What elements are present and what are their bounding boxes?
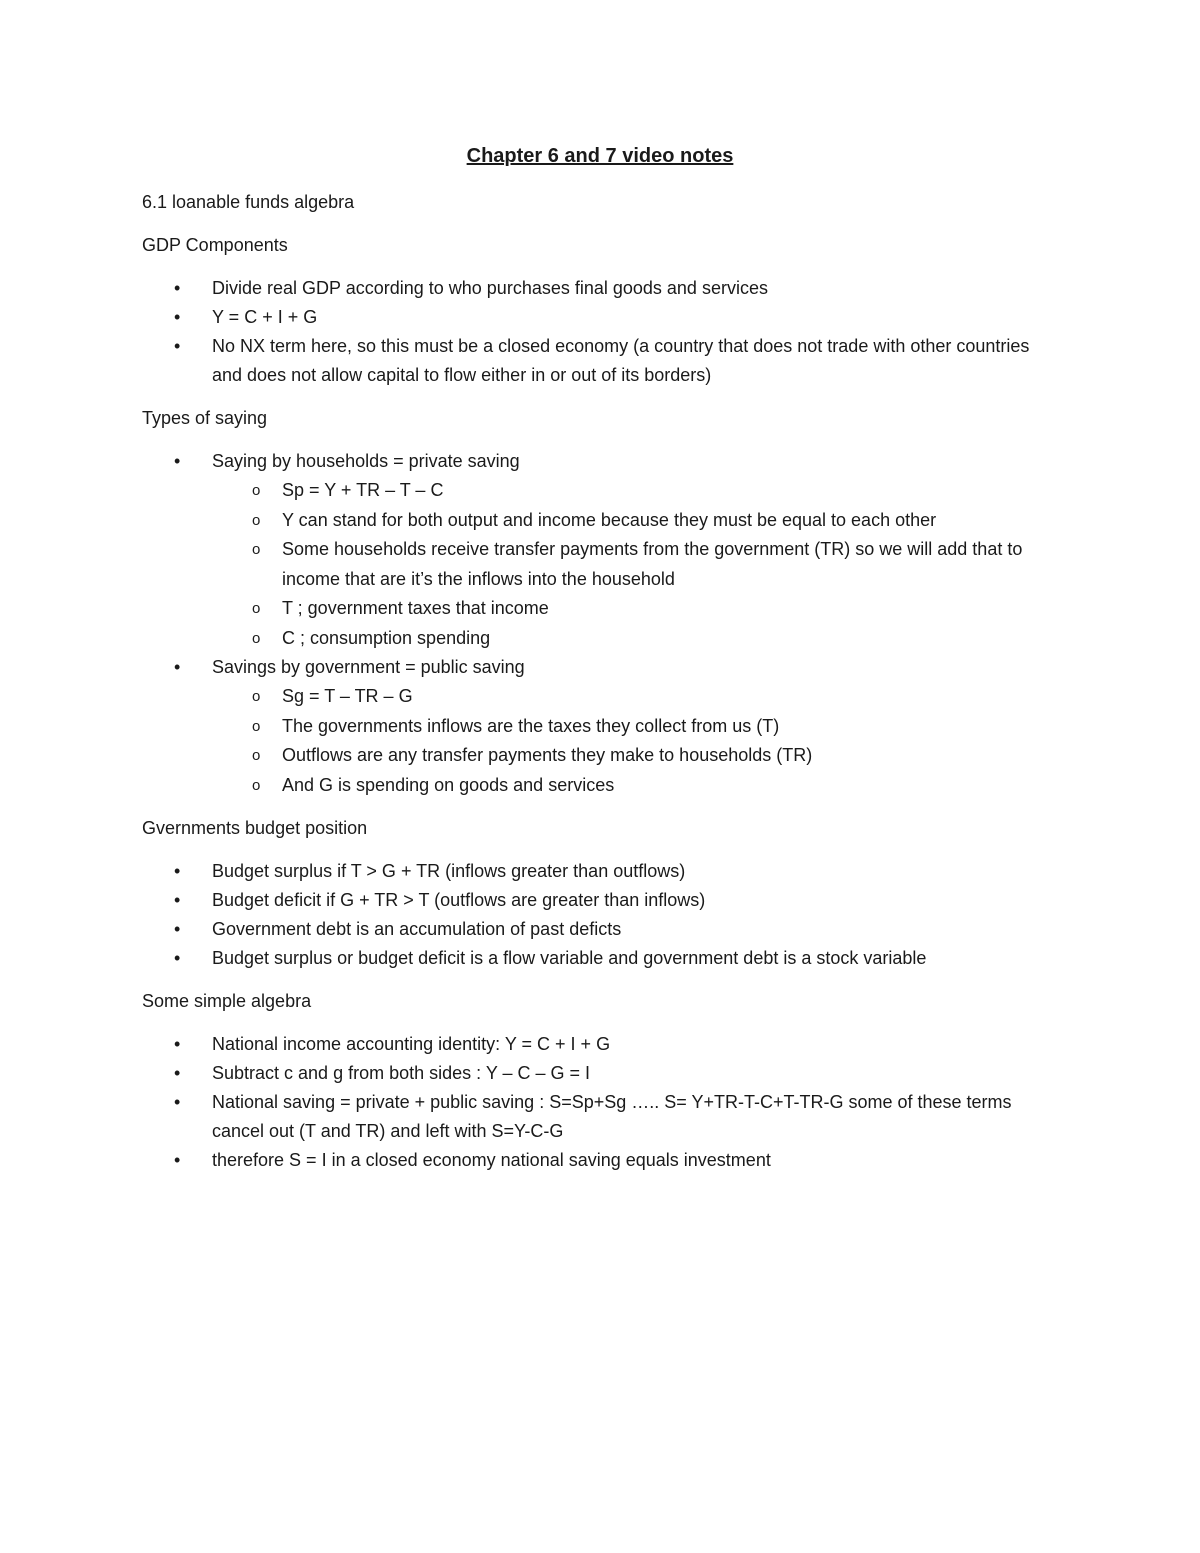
- bullet-icon: •: [174, 861, 181, 881]
- sub-list-item: [212, 741, 1062, 771]
- circle-bullet-icon: o: [252, 541, 261, 558]
- list-item: [142, 332, 1062, 390]
- bullet-icon: •: [174, 1034, 181, 1054]
- list-item: [142, 944, 1062, 973]
- section-heading: Types of saying: [142, 408, 268, 428]
- list-item-text: Savings by government = public saving: [212, 657, 525, 677]
- list-item: [142, 1059, 1062, 1088]
- list-item-text: National saving = private + public saving : S=Sp+Sg ….. S= Y+TR-T-C+T-TR-G some of these terms cancel out (T and TR) and left with S=Y-C-G: [212, 1092, 1012, 1141]
- sub-list-item: [212, 624, 1062, 654]
- list-item: [142, 653, 1062, 800]
- circle-bullet-icon: o: [252, 629, 261, 647]
- circle-bullet-icon: o: [252, 482, 261, 499]
- section-heading: GDP Components: [142, 235, 288, 255]
- list-item-text: therefore S = I in a closed economy national saving equals investment: [212, 1150, 771, 1170]
- section-heading: Some simple algebra: [142, 991, 312, 1011]
- list-item-text: National income accounting identity: Y = C + I + G: [212, 1034, 611, 1054]
- bullet-icon: •: [174, 1063, 181, 1083]
- list-item: [142, 857, 1062, 886]
- circle-bullet-icon: o: [252, 600, 261, 617]
- bullet-icon: •: [174, 451, 181, 471]
- circle-bullet-icon: o: [252, 776, 261, 794]
- list-item-text: Saying by households = private saving: [212, 451, 520, 471]
- sub-list-item-text: And G is spending on goods and services: [282, 774, 615, 795]
- subtitle: 6.1 loanable funds algebra: [142, 192, 355, 212]
- circle-bullet-icon: o: [252, 688, 261, 705]
- bullet-list: [142, 857, 1062, 973]
- sub-list-item-text: Sg = T – TR – G: [282, 686, 413, 706]
- bullet-icon: •: [174, 919, 181, 939]
- sub-list-item: [212, 712, 1062, 742]
- list-item-text: Budget deficit if G + TR > T (outflows are greater than inflows): [212, 890, 706, 910]
- list-item-text: Y = C + I + G: [212, 307, 318, 327]
- document-body: [142, 188, 1062, 1189]
- bullet-list: [142, 274, 1062, 390]
- sub-list-item-text: Sp = Y + TR – T – C: [282, 480, 444, 500]
- sub-list-item-text: Some households receive transfer payments from the government (TR) so we will add that to income that are it’s the inflows into the household: [282, 539, 1023, 589]
- list-item-text: Budget surplus or budget deficit is a flow variable and government debt is a stock variable: [212, 948, 927, 968]
- sub-list-item: [212, 506, 1062, 536]
- sub-list-item-text: The governments inflows are the taxes they collect from us (T): [282, 715, 780, 736]
- list-item-text: No NX term here, so this must be a closed economy (a country that does not trade with other countries and does not allow capital to flow either in or out of its borders): [212, 336, 1030, 385]
- circle-bullet-icon: o: [252, 511, 261, 529]
- sub-list-item-text: Outflows are any transfer payments they make to households (TR): [282, 745, 813, 765]
- circle-bullet-icon: o: [252, 717, 261, 735]
- list-item: [142, 303, 1062, 332]
- list-item-text: Government debt is an accumulation of past deficts: [212, 919, 622, 939]
- bullet-list: [142, 447, 1062, 800]
- list-item-text: Budget surplus if T > G + TR (inflows greater than outflows): [212, 861, 686, 881]
- list-item: [142, 1030, 1062, 1059]
- list-item: [142, 274, 1062, 303]
- list-item: [142, 1088, 1062, 1146]
- sub-list-item: [212, 682, 1062, 712]
- sub-list-item: [212, 535, 1062, 594]
- sub-bullet-list: [212, 476, 1062, 653]
- bullet-icon: •: [174, 278, 181, 298]
- sub-list-item: [212, 476, 1062, 506]
- circle-bullet-icon: o: [252, 747, 261, 764]
- section-heading: Gvernments budget position: [142, 818, 368, 838]
- bullet-icon: •: [174, 948, 181, 968]
- sub-list-item-text: T ; government taxes that income: [282, 598, 549, 618]
- bullet-list: [142, 1030, 1062, 1175]
- list-item-text: Divide real GDP according to who purchases final goods and services: [212, 278, 768, 298]
- bullet-icon: •: [174, 657, 181, 677]
- sub-list-item-text: Y can stand for both output and income because they must be equal to each other: [282, 509, 937, 530]
- list-item: [142, 1146, 1062, 1175]
- list-item: [142, 886, 1062, 915]
- bullet-icon: •: [174, 307, 181, 327]
- bullet-icon: •: [174, 1092, 181, 1112]
- document-title: Chapter 6 and 7 video notes: [466, 145, 734, 167]
- sub-list-item-text: C ; consumption spending: [282, 627, 491, 648]
- bullet-icon: •: [174, 890, 181, 910]
- sub-list-item: [212, 771, 1062, 801]
- list-item: [142, 447, 1062, 653]
- bullet-icon: •: [174, 1150, 181, 1170]
- sub-list-item: [212, 594, 1062, 624]
- bullet-icon: •: [174, 336, 181, 356]
- sub-bullet-list: [212, 682, 1062, 800]
- list-item-text: Subtract c and g from both sides : Y – C – G = I: [212, 1063, 591, 1083]
- list-item: [142, 915, 1062, 944]
